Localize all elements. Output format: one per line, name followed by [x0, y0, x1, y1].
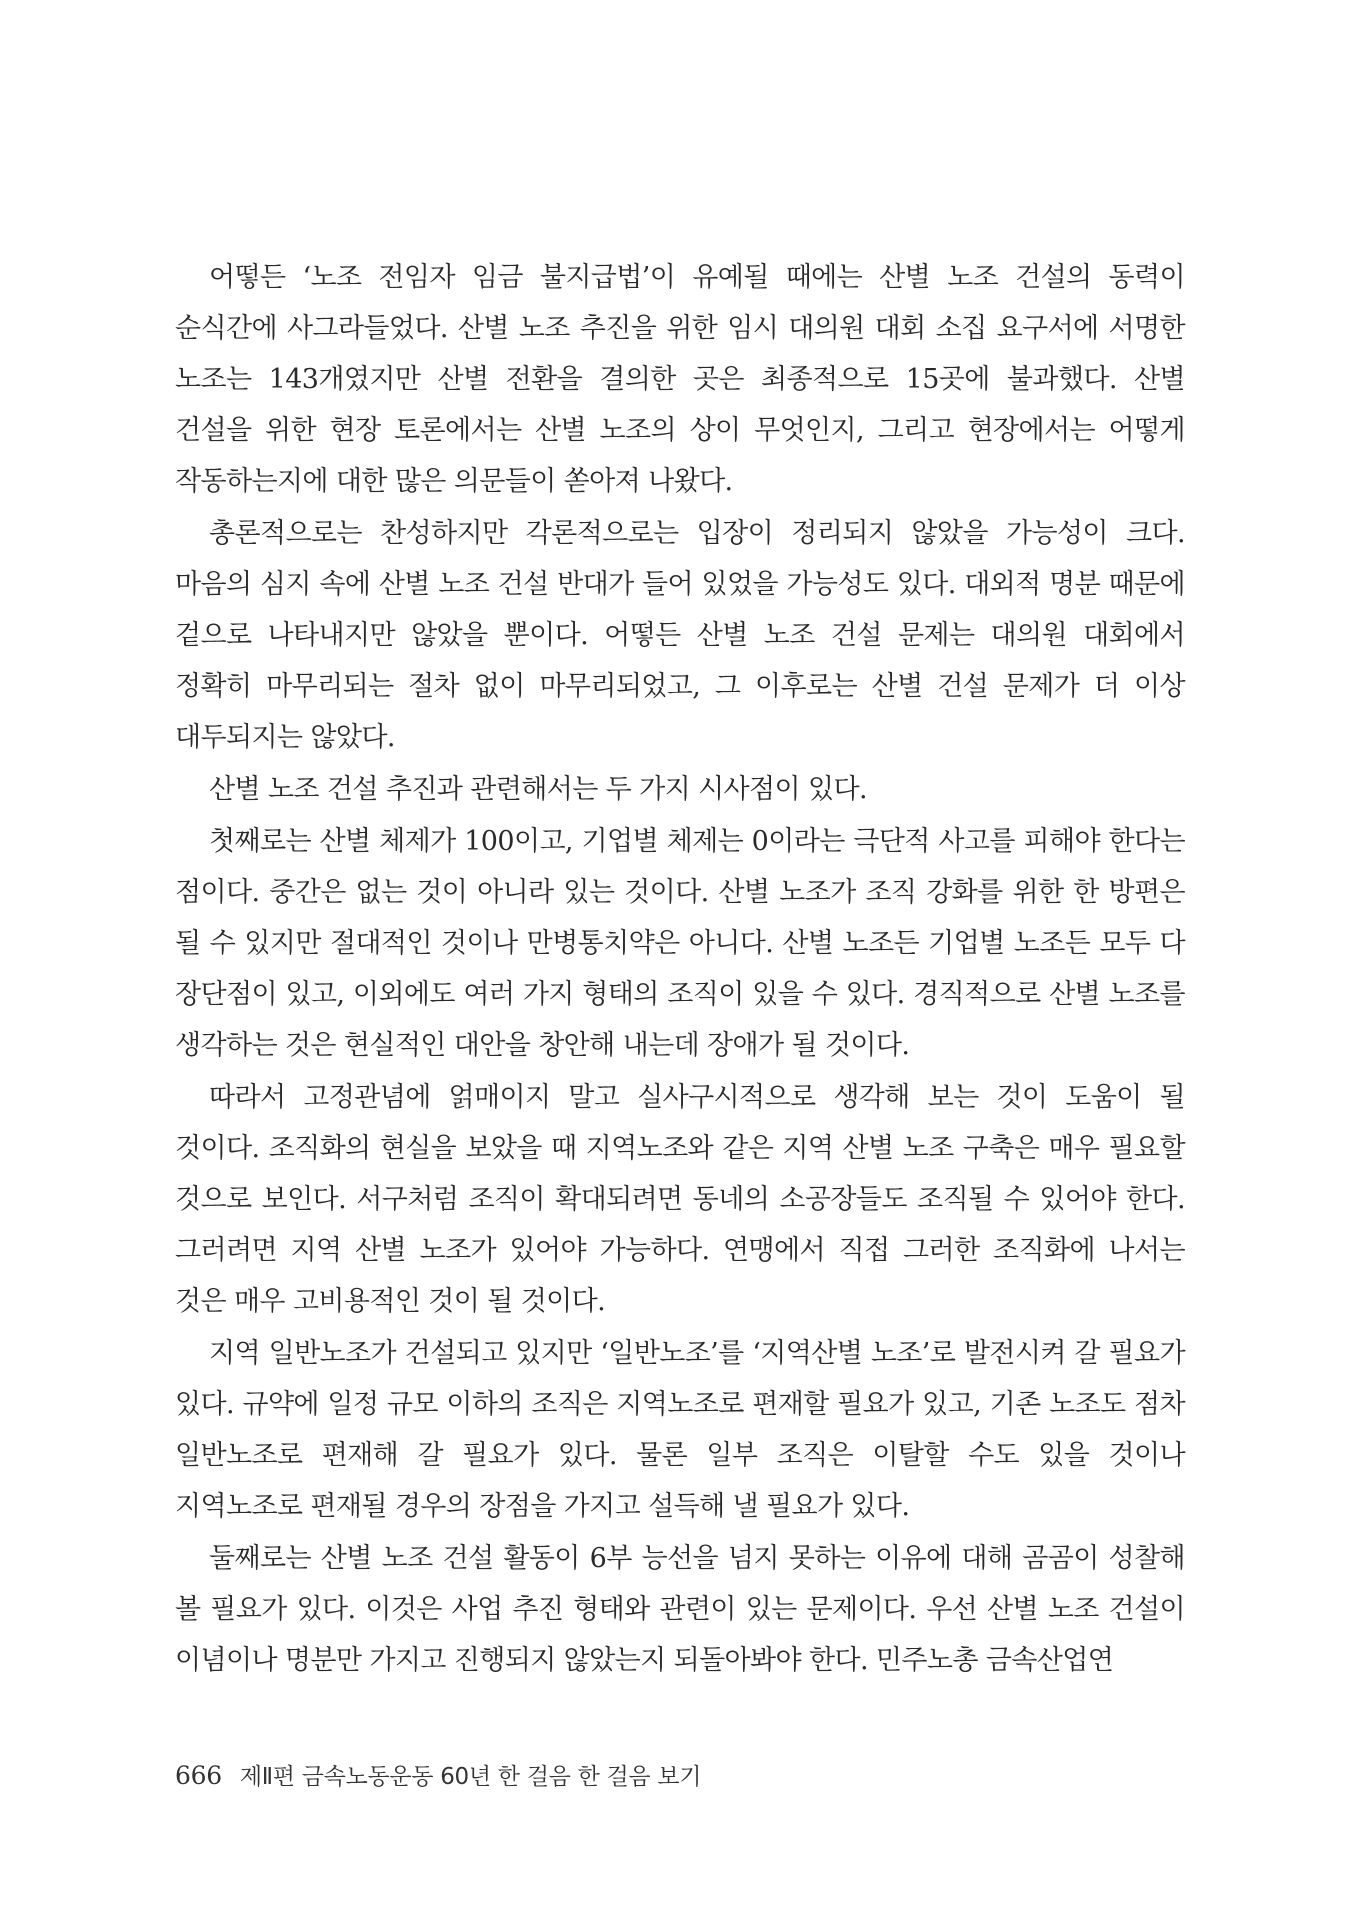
body-text	[175, 252, 1185, 1686]
page-number: 666	[175, 1761, 222, 1790]
paragraph-6: 지역 일반노조가 건설되고 있지만 ‘일반노조’를 ‘지역산별 노조’로 발전시켜 갈 필요가 있다. 규약에 일정 규모 이하의 조직은 지역노조로 편재할 필요가 있고, 기존 노조도 점차 일반노조로 편재해 갈 필요가 있다. 물론 일부 조직은 이탈할 수도 있을 것이나 지역노조로 편재될 경우의 장점을 가지고 설득해 낼 필요가 있다.	[175, 1338, 1185, 1522]
paragraph-2: 총론적으로는 찬성하지만 각론적으로는 입장이 정리되지 않았을 가능성이 크다. 마음의 심지 속에 산별 노조 건설 반대가 들어 있었을 가능성도 있다. 대외적 명분 때문에 겉으로 나타내지만 않았을 뿐이다. 어떻든 산별 노조 건설 문제는 대의원 대회에서 정확히 마무리되는 절차 없이 마무리되었고, 그 이후로는 산별 건설 문제가 더 이상 대두되지는 않았다.	[175, 518, 1185, 753]
paragraph-3: 산별 노조 건설 추진과 관련해서는 두 가지 시사점이 있다.	[209, 774, 867, 805]
paragraph-7: 둘째로는 산별 노조 건설 활동이 6부 능선을 넘지 못하는 이유에 대해 곰곰이 성찰해 볼 필요가 있다. 이것은 사업 추진 형태와 관련이 있는 문제이다. 우선 산별 노조 건설이 이념이나 명분만 가지고 진행되지 않았는지 되돌아봐야 한다. 민주노총 금속산업연	[175, 1543, 1185, 1676]
paragraph-1: 어떻든 ‘노조 전임자 임금 불지급법’이 유예될 때에는 산별 노조 건설의 동력이 순식간에 사그라들었다. 산별 노조 추진을 위한 임시 대의원 대회 소집 요구서에 서명한 노조는 143개였지만 산별 전환을 결의한 곳은 최종적으로 15곳에 불과했다. 산별 건설을 위한 현장 토론에서는 산별 노조의 상이 무엇인지, 그리고 현장에서는 어떻게 작동하는지에 대한 많은 의문들이 쏟아져 나왔다.	[175, 262, 1185, 497]
running-title: 제Ⅱ편 금속노동운동 60년 한 걸음 한 걸음 보기	[239, 1764, 702, 1790]
page-footer	[175, 1758, 701, 1791]
paragraph-4: 첫째로는 산별 체제가 100이고, 기업별 체제는 0이라는 극단적 사고를 피해야 한다는 점이다. 중간은 없는 것이 아니라 있는 것이다. 산별 노조가 조직 강화를 위한 한 방편은 될 수 있지만 절대적인 것이나 만병통치약은 아니다. 산별 노조든 기업별 노조든 모두 다 장단점이 있고, 이외에도 여러 가지 형태의 조직이 있을 수 있다. 경직적으로 산별 노조를 생각하는 것은 현실적인 대안을 창안해 내는데 장애가 될 것이다.	[175, 826, 1185, 1061]
paragraph-5: 따라서 고정관념에 얽매이지 말고 실사구시적으로 생각해 보는 것이 도움이 될 것이다. 조직화의 현실을 보았을 때 지역노조와 같은 지역 산별 노조 구축은 매우 필요할 것으로 보인다. 서구처럼 조직이 확대되려면 동네의 소공장들도 조직될 수 있어야 한다. 그러려면 지역 산별 노조가 있어야 가능하다. 연맹에서 직접 그러한 조직화에 나서는 것은 매우 고비용적인 것이 될 것이다.	[175, 1082, 1185, 1317]
